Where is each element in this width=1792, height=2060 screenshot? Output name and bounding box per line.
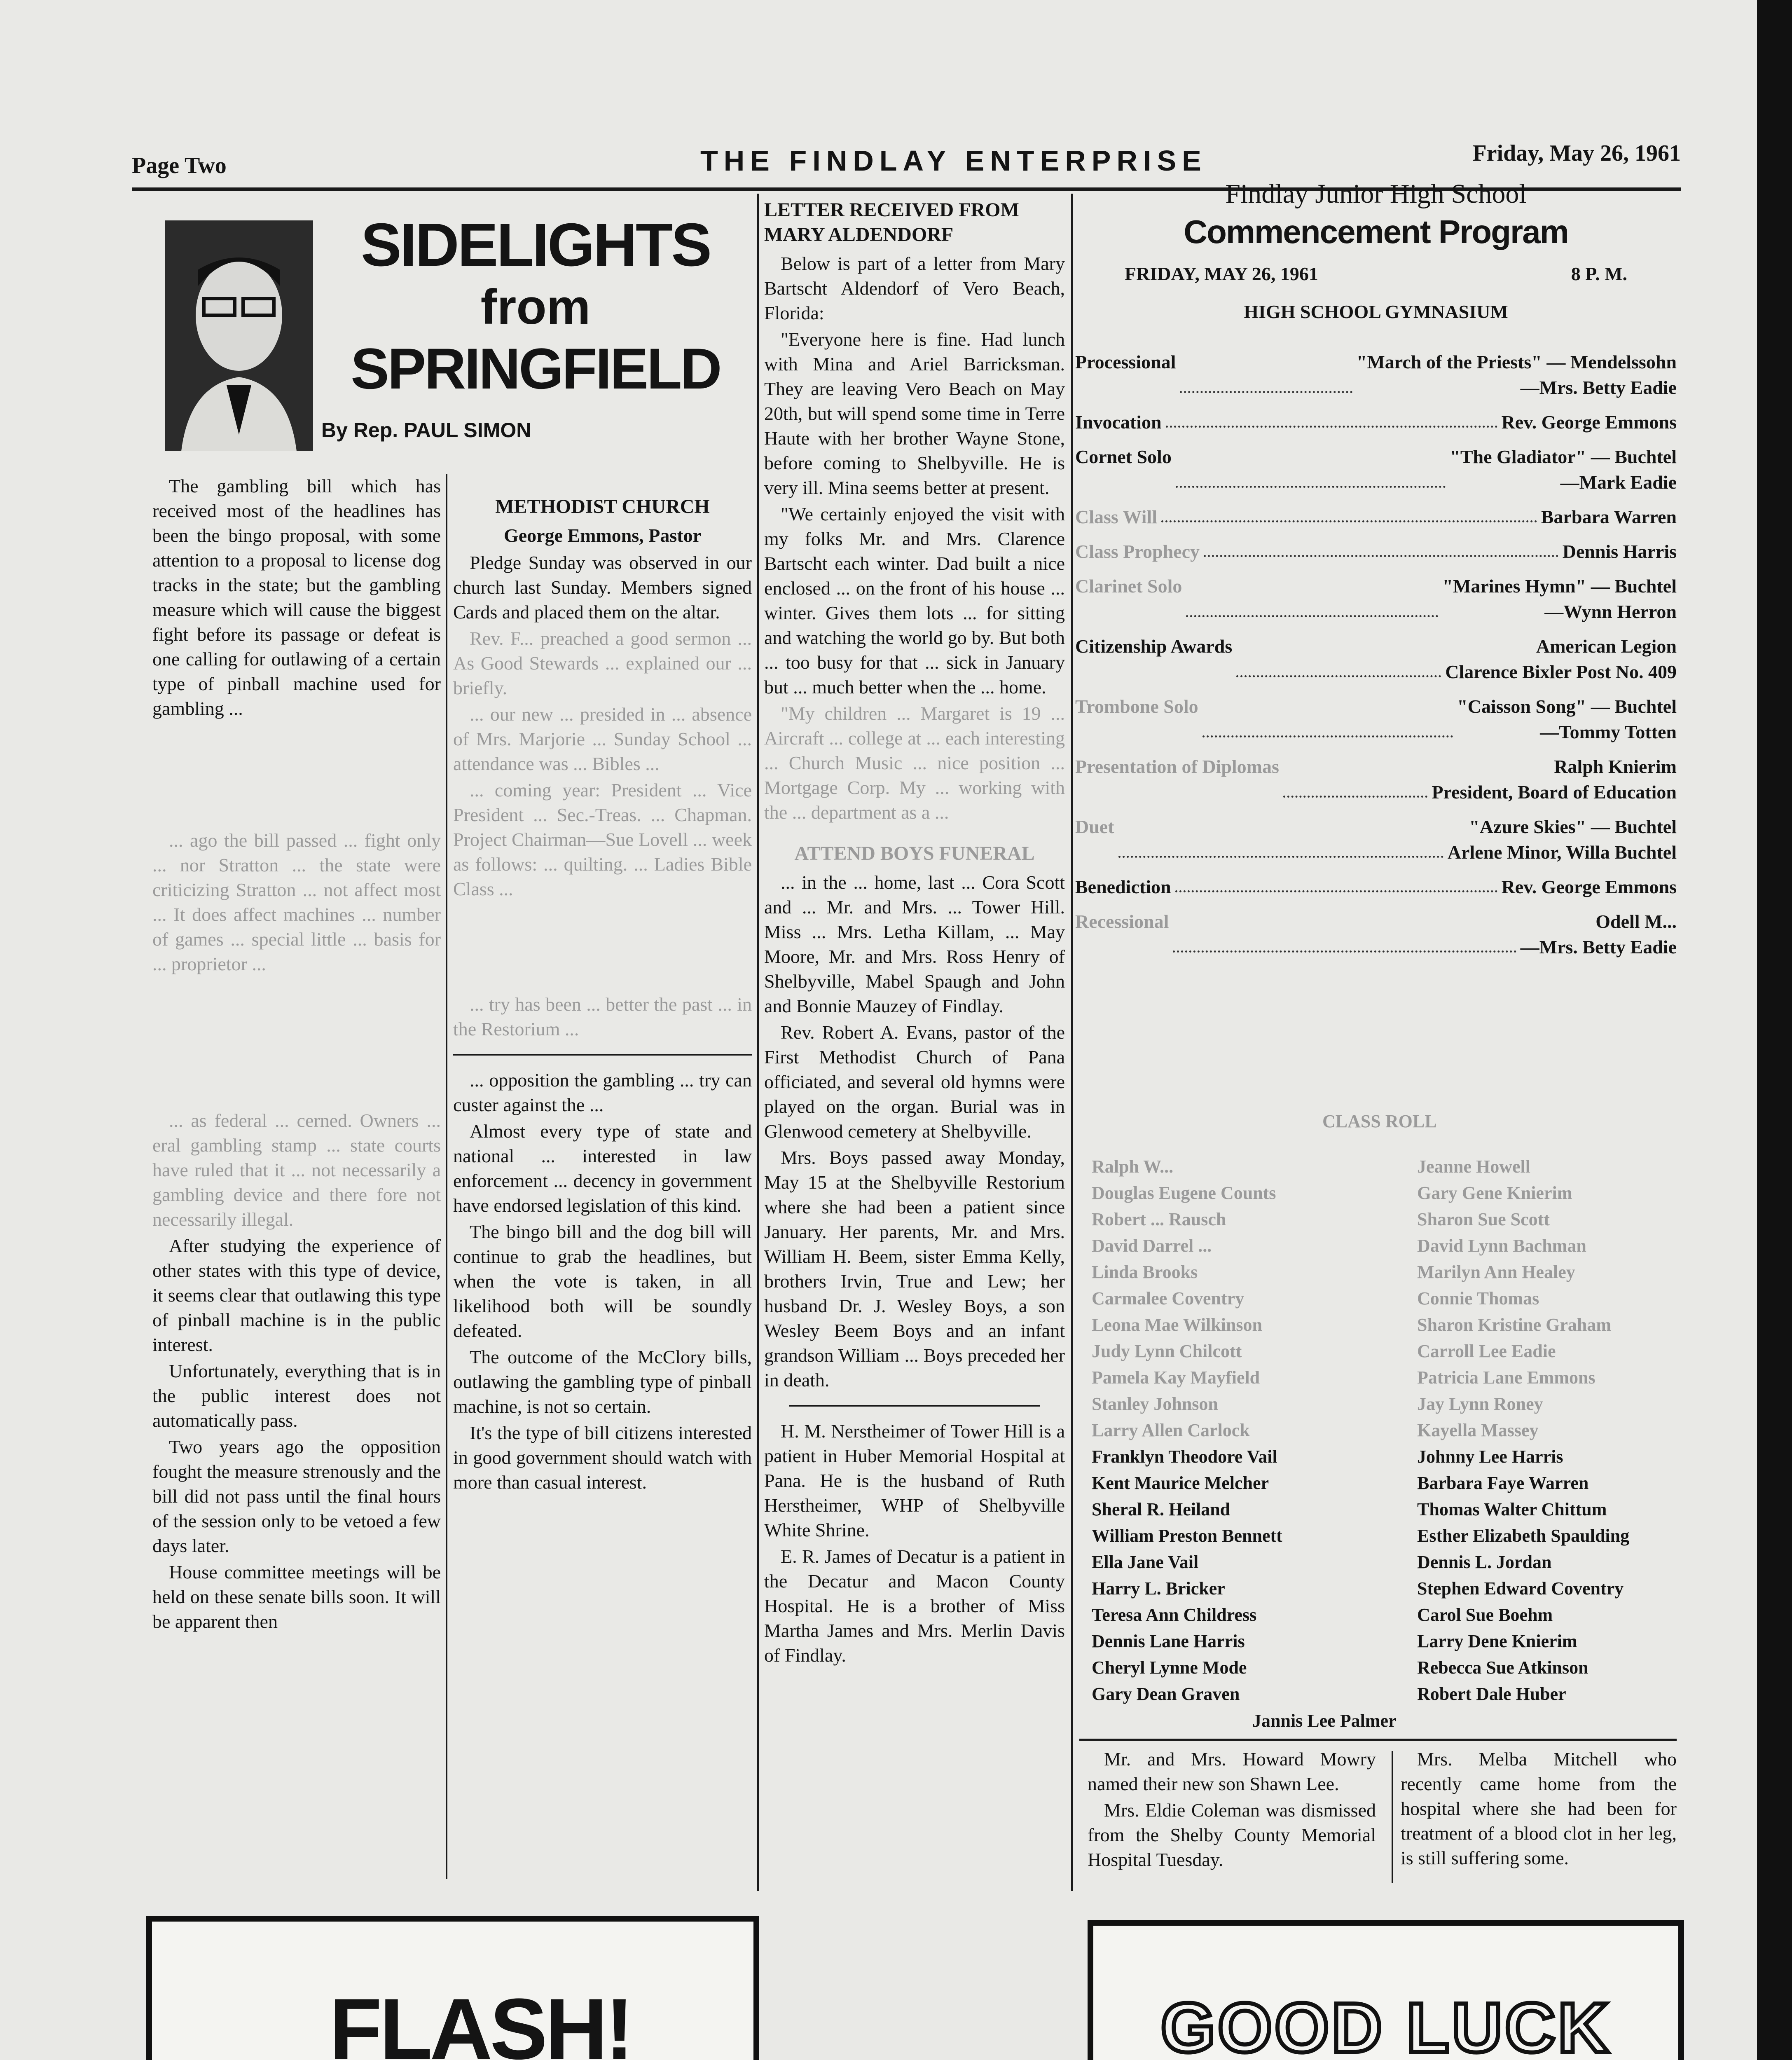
class-roll-name: Gary Gene Knierim bbox=[1417, 1183, 1572, 1203]
sidelights-title-line3: SPRINGFIELD bbox=[351, 336, 721, 401]
methodist-heading: METHODIST CHURCH bbox=[495, 496, 710, 517]
program-item-performer: "Caisson Song" — Buchtel bbox=[1457, 696, 1677, 717]
dot-leader bbox=[1176, 444, 1446, 488]
class-roll-name: Franklyn Theodore Vail bbox=[1092, 1447, 1277, 1467]
class-roll-name: Harry L. Bricker bbox=[1092, 1578, 1225, 1599]
paragraph: "We certainly enjoyed the visit with my folks Mr. and Mrs. Clarence Bartscht each winter. Dad built a nice enclosed ... on the front of his house ... winter. Gives them lots ... for sitting and watching the world go by. But both ... too busy for that ... sick in January but ... much better when the ... home. bbox=[764, 503, 1065, 698]
program-item-performer: American Legion bbox=[1536, 636, 1677, 657]
program-item-performer: Odell M... bbox=[1595, 911, 1677, 932]
dot-leader bbox=[1283, 754, 1427, 798]
class-roll-name: Robert ... Rausch bbox=[1092, 1209, 1226, 1229]
letter-column bbox=[764, 198, 1065, 2060]
class-roll-name: Ella Jane Vail bbox=[1092, 1552, 1199, 1572]
class-roll-name: Judy Lynn Chilcott bbox=[1092, 1341, 1242, 1361]
program-item-label: Invocation bbox=[1075, 412, 1162, 433]
divider bbox=[453, 1054, 752, 1056]
program-item-label: Benediction bbox=[1075, 876, 1171, 897]
program-item-performer: "The Gladiator" — Buchtel bbox=[1450, 446, 1677, 467]
paragraph: "Everyone here is fine. Had lunch with Mina and Ariel Barricksman. They are leaving Vero Beach on May 20th, but will spend some time in Terre Haute with her brother Wayne Stone, before coming to Shelbyville. He is very ill. Mina seems better at present. bbox=[764, 329, 1065, 498]
paragraph: Rev. Robert A. Evans, pastor of the First Methodist Church of Pana officiated, and several old hymns were played on the organ. Burial was in Glenwood cemetery at Shelbyville. bbox=[764, 1022, 1065, 1142]
class-roll-name: Larry Allen Carlock bbox=[1092, 1420, 1250, 1440]
program-item-credit: —Tommy Totten bbox=[1540, 721, 1677, 742]
dot-leader bbox=[1118, 814, 1443, 858]
paragraph: After studying the experience of other states with this type of device, it seems clear that outlawing this type of pinball machine is in the public interest. bbox=[152, 1235, 441, 1355]
paragraph: ... opposition the gambling ... try can custer against the ... bbox=[453, 1070, 752, 1115]
program-item-label: Processional bbox=[1075, 351, 1176, 372]
class-roll-name: Johnny Lee Harris bbox=[1417, 1447, 1563, 1467]
class-roll-name: Patricia Lane Emmons bbox=[1417, 1367, 1595, 1388]
class-roll-name: Kayella Massey bbox=[1417, 1420, 1539, 1440]
class-roll-col-2 bbox=[1417, 1154, 1681, 1707]
dot-leader bbox=[1204, 539, 1558, 557]
program-item-performer: "Azure Skies" — Buchtel bbox=[1469, 816, 1677, 837]
dot-leader bbox=[1173, 909, 1516, 953]
program-item-value bbox=[1502, 410, 1677, 435]
program-item-performer: Dennis Harris bbox=[1562, 541, 1677, 562]
column-rule bbox=[757, 194, 759, 1891]
paragraph: Almost every type of state and national ... interested in law enforcement ... decency in government have endorsed legislation of this kind. bbox=[453, 1121, 752, 1216]
program-item-credit: Arlene Minor, Willa Buchtel bbox=[1447, 842, 1677, 863]
program-item-label: Duet bbox=[1075, 816, 1114, 837]
class-roll-last: Jannis Lee Palmer bbox=[1252, 1711, 1397, 1731]
program-title: Commencement Program bbox=[1184, 213, 1568, 250]
author-photo bbox=[165, 220, 313, 451]
class-roll-name: Barbara Faye Warren bbox=[1417, 1473, 1589, 1493]
sidelights-title bbox=[338, 211, 733, 401]
program-item-performer: "March of the Priests" — Mendelssohn bbox=[1356, 351, 1677, 372]
paragraph: ... in the ... home, last ... Cora Scott and ... Mr. and Mrs. ... Tower Hill. Miss ... Mrs. Letha Killam, ... May Moore, Mr. and Mrs. Ross Henry of Shelbyville, Mabel Spaugh and John and Bonnie Mauzey of Findlay. bbox=[764, 872, 1065, 1016]
class-roll-name: Carol Sue Boehm bbox=[1417, 1605, 1553, 1625]
paragraph: ... coming year: President ... Vice President ... Sec.-Treas. ... Chapman. Project Chairman—Sue Lovell ... week as follows: ... quilting. ... Ladies Bible Class ... bbox=[453, 780, 752, 899]
program-item-value bbox=[1450, 444, 1677, 495]
issue-date: Friday, May 26, 1961 bbox=[1472, 140, 1681, 166]
scan-edge bbox=[1757, 0, 1792, 2060]
commencement-program bbox=[1075, 173, 1677, 969]
class-roll-name: Linda Brooks bbox=[1092, 1262, 1198, 1282]
paragraph: Mrs. Melba Mitchell who recently came home from the hospital where she had been for treatment of a blood clot in her leg, is still suffering some. bbox=[1401, 1749, 1677, 1868]
paragraph: Mr. and Mrs. Howard Mowry named their new son Shawn Lee. bbox=[1088, 1749, 1376, 1794]
paragraph: It's the type of bill citizens interested in good government should watch with more than casual interest. bbox=[453, 1422, 752, 1493]
paragraph: The gambling bill which has received most of the headlines has been the bingo proposal, with some attention to a proposal to license dog tracks in the state; but the gambling measure which will cause the biggest fight before its passage or defeat is one calling for outlawing of a certain type of pinball machine used for gambling ... bbox=[152, 475, 441, 719]
program-item-label: Clarinet Solo bbox=[1075, 576, 1182, 597]
paragraph: Pledge Sunday was observed in our church last Sunday. Members signed Cards and placed them on the altar. bbox=[453, 552, 752, 623]
good-luck-headline: GOOD LUCK bbox=[1160, 1989, 1611, 2060]
class-roll-name: Sharon Sue Scott bbox=[1417, 1209, 1550, 1229]
program-item bbox=[1075, 909, 1677, 960]
program-item-value bbox=[1563, 539, 1677, 564]
class-roll-name: Teresa Ann Childress bbox=[1092, 1605, 1257, 1625]
paragraph: Below is part of a letter from Mary Bartscht Aldendorf of Vero Beach, Florida: bbox=[764, 253, 1065, 323]
dot-leader bbox=[1175, 874, 1497, 892]
program-item-label: Class Will bbox=[1075, 506, 1157, 527]
class-roll-name: Douglas Eugene Counts bbox=[1092, 1183, 1276, 1203]
class-roll-heading: CLASS ROLL bbox=[1322, 1111, 1437, 1131]
program-item-performer: Rev. George Emmons bbox=[1501, 876, 1677, 897]
class-roll-name: Thomas Walter Chittum bbox=[1417, 1499, 1607, 1519]
class-roll-name: Larry Dene Knierim bbox=[1417, 1631, 1577, 1651]
program-item-performer: Ralph Knierim bbox=[1554, 756, 1677, 777]
paragraph: ... our new ... presided in ... absence of Mrs. Marjorie ... Sunday School ... attendance was ... Bibles ... bbox=[453, 704, 752, 774]
paragraph: "My children ... Margaret is 19 ... Aircraft ... college at ... each interesting ... Church Music ... nice position ... Mortgage Corp. My ... working with the ... department as a ... bbox=[764, 703, 1065, 823]
byline: By Rep. PAUL SIMON bbox=[321, 419, 531, 442]
program-item bbox=[1075, 634, 1677, 685]
program-item bbox=[1075, 410, 1677, 435]
program-item bbox=[1075, 504, 1677, 530]
program-date-row bbox=[1075, 261, 1677, 287]
flash-headline: FLASH! bbox=[329, 1980, 632, 2060]
class-roll-name: Cheryl Lynne Mode bbox=[1092, 1657, 1247, 1678]
program-item bbox=[1075, 574, 1677, 625]
class-roll-name: Dennis Lane Harris bbox=[1092, 1631, 1245, 1651]
class-roll-name: Stanley Johnson bbox=[1092, 1394, 1218, 1414]
program-item bbox=[1075, 754, 1677, 805]
program-item-value bbox=[1457, 694, 1677, 745]
program-item-credit: —Mrs. Betty Eadie bbox=[1520, 377, 1677, 398]
letter-heading: LETTER RECEIVED FROM MARY ALDENDORF bbox=[764, 199, 1019, 246]
funeral-heading: ATTEND BOYS FUNERAL bbox=[794, 843, 1035, 864]
program-item-label: Citizenship Awards bbox=[1075, 636, 1233, 657]
brief-2 bbox=[1401, 1747, 1677, 1872]
program-item-label: Trombone Solo bbox=[1075, 696, 1198, 717]
program-item-value bbox=[1521, 909, 1677, 960]
program-date: FRIDAY, MAY 26, 1961 bbox=[1125, 263, 1318, 284]
column-rule bbox=[1071, 194, 1073, 1891]
paragraph: ... as federal ... cerned. Owners ... eral gambling stamp ... state courts have ruled that it ... not necessarily a gambling device and there fore not necessarily illegal. bbox=[152, 1110, 441, 1230]
program-item bbox=[1075, 814, 1677, 865]
class-roll-name: Carroll Lee Eadie bbox=[1417, 1341, 1556, 1361]
paragraph: Unfortunately, everything that is in the public interest does not automatically pass. bbox=[152, 1360, 441, 1431]
brief-1 bbox=[1088, 1747, 1376, 1874]
paragraph: ... ago the bill passed ... fight only ... nor Stratton ... the state were criticizing Stratton ... not affect most ... It does affect machines ... number of games ... special little ... basis for ... proprietor ... bbox=[152, 830, 441, 974]
paragraph: The outcome of the McClory bills, outlawing the gambling type of pinball machine, is not so certain. bbox=[453, 1346, 752, 1417]
program-item-label: Class Prophecy bbox=[1075, 541, 1200, 562]
paragraph: ... try has been ... better the past ... in the Restorium ... bbox=[453, 994, 752, 1039]
program-item-value bbox=[1357, 349, 1677, 400]
program-item-label: Cornet Solo bbox=[1075, 446, 1172, 467]
dot-leader bbox=[1161, 504, 1537, 522]
program-item-performer: Barbara Warren bbox=[1541, 506, 1677, 527]
good-luck-ad bbox=[1088, 1920, 1684, 2060]
program-venue: HIGH SCHOOL GYMNASIUM bbox=[1244, 301, 1508, 322]
paper-name: THE FINDLAY ENTERPRISE bbox=[700, 145, 1207, 177]
paragraph: E. R. James of Decatur is a patient in the Decatur and Macon County Hospital. He is a brother of Miss Martha James and Mrs. Merlin Davis of Findlay. bbox=[764, 1546, 1065, 1666]
class-roll-name: Jay Lynn Roney bbox=[1417, 1394, 1543, 1414]
sidelights-column-1 bbox=[152, 474, 441, 1887]
sidelights-title-line1: SIDELIGHTS bbox=[360, 211, 711, 279]
class-roll-name: David Lynn Bachman bbox=[1417, 1236, 1586, 1256]
program-item-credit: —Mark Eadie bbox=[1560, 472, 1677, 493]
paragraph: House committee meetings will be held on these senate bills soon. It will be apparent then bbox=[152, 1561, 441, 1632]
flash-ad bbox=[146, 1916, 759, 2060]
dot-leader bbox=[1180, 349, 1352, 393]
paragraph: Two years ago the opposition fought the measure strenously and the bill did not pass until the final hours of the session only to be vetoed a few days later. bbox=[152, 1436, 441, 1556]
program-item bbox=[1075, 694, 1677, 745]
sidelights-title-line2: from bbox=[480, 279, 591, 335]
program-item-credit: Clarence Bixler Post No. 409 bbox=[1445, 661, 1677, 682]
page-number: Page Two bbox=[132, 153, 227, 178]
program-time: 8 P. M. bbox=[1571, 263, 1627, 284]
divider bbox=[1079, 1739, 1677, 1741]
class-roll-name: Marilyn Ann Healey bbox=[1417, 1262, 1575, 1282]
program-item bbox=[1075, 539, 1677, 564]
dot-leader bbox=[1236, 634, 1441, 677]
methodist-pastor: George Emmons, Pastor bbox=[503, 525, 702, 546]
class-roll-name: Gary Dean Graven bbox=[1092, 1684, 1240, 1704]
divider bbox=[789, 1405, 1040, 1407]
class-roll-name: Rebecca Sue Atkinson bbox=[1417, 1657, 1588, 1678]
class-roll-name: Connie Thomas bbox=[1417, 1288, 1539, 1309]
program-item-value bbox=[1541, 504, 1677, 530]
class-roll-name: Robert Dale Huber bbox=[1417, 1684, 1566, 1704]
class-roll-name: Carmalee Coventry bbox=[1092, 1288, 1245, 1309]
class-roll-name: Pamela Kay Mayfield bbox=[1092, 1367, 1260, 1388]
program-item-performer: Rev. George Emmons bbox=[1501, 412, 1677, 433]
program-item-label: Recessional bbox=[1075, 911, 1169, 932]
column-rule bbox=[1392, 1751, 1393, 1883]
paragraph: Mrs. Boys passed away Monday, May 15 at the Shelbyville Restorium where she had been a patient since January. Her parents, Mr. and Mrs. William H. Beem, sister Emma Kelly, brothers Irvin, True and Lew; her husband Dr. J. Wesley Boys, a son Wesley Beem Boys and an infant grandson William ... Boys preceded her in death. bbox=[764, 1147, 1065, 1390]
paragraph: The bingo bill and the dog bill will continue to grab the headlines, but when the vote is taken, in all likelihood both will be soundly defeated. bbox=[453, 1221, 752, 1341]
program-school: Findlay Junior High School bbox=[1225, 179, 1527, 209]
paragraph: Rev. F... preached a good sermon ... As Good Stewards ... explained our ... briefly. bbox=[453, 628, 752, 698]
methodist-column bbox=[453, 494, 752, 1887]
program-item-value bbox=[1445, 634, 1677, 685]
program-item bbox=[1075, 444, 1677, 495]
program-items bbox=[1075, 349, 1677, 960]
program-item bbox=[1075, 349, 1677, 400]
program-item-credit: —Mrs. Betty Eadie bbox=[1520, 936, 1677, 957]
dot-leader bbox=[1186, 574, 1438, 617]
class-roll-name: Leona Mae Wilkinson bbox=[1092, 1315, 1263, 1335]
program-item-label: Presentation of Diplomas bbox=[1075, 756, 1279, 777]
program-item-value bbox=[1432, 754, 1677, 805]
program-item-credit: —Wynn Herron bbox=[1544, 601, 1677, 622]
program-item-performer: "Marines Hymn" — Buchtel bbox=[1442, 576, 1677, 597]
class-roll-name: Sharon Kristine Graham bbox=[1417, 1315, 1612, 1335]
class-roll-name: Esther Elizabeth Spaulding bbox=[1417, 1526, 1630, 1546]
class-roll-name: David Darrel ... bbox=[1092, 1236, 1212, 1256]
class-roll-name: Stephen Edward Coventry bbox=[1417, 1578, 1624, 1599]
class-roll-name: Ralph W... bbox=[1092, 1156, 1174, 1177]
dot-leader bbox=[1166, 410, 1497, 428]
dot-leader bbox=[1202, 694, 1453, 737]
program-item bbox=[1075, 874, 1677, 900]
class-roll-name: William Preston Bennett bbox=[1092, 1526, 1282, 1546]
class-roll-col-1 bbox=[1092, 1154, 1380, 1707]
program-item-value bbox=[1442, 574, 1677, 625]
program-item-value bbox=[1448, 814, 1677, 865]
class-roll-name: Jeanne Howell bbox=[1417, 1156, 1530, 1177]
class-roll-name: Sheral R. Heiland bbox=[1092, 1499, 1231, 1519]
class-roll-name: Dennis L. Jordan bbox=[1417, 1552, 1552, 1572]
program-item-value bbox=[1502, 874, 1677, 900]
column-rule bbox=[446, 474, 447, 1879]
program-item-credit: President, Board of Education bbox=[1432, 782, 1677, 803]
paragraph: Mrs. Eldie Coleman was dismissed from the Shelby County Memorial Hospital Tuesday. bbox=[1088, 1800, 1376, 1870]
paragraph: H. M. Nerstheimer of Tower Hill is a patient in Huber Memorial Hospital at Pana. He is the husband of Ruth Herstheimer, WHP of Shelbyville White Shrine. bbox=[764, 1421, 1065, 1540]
class-roll-name: Kent Maurice Melcher bbox=[1092, 1473, 1269, 1493]
